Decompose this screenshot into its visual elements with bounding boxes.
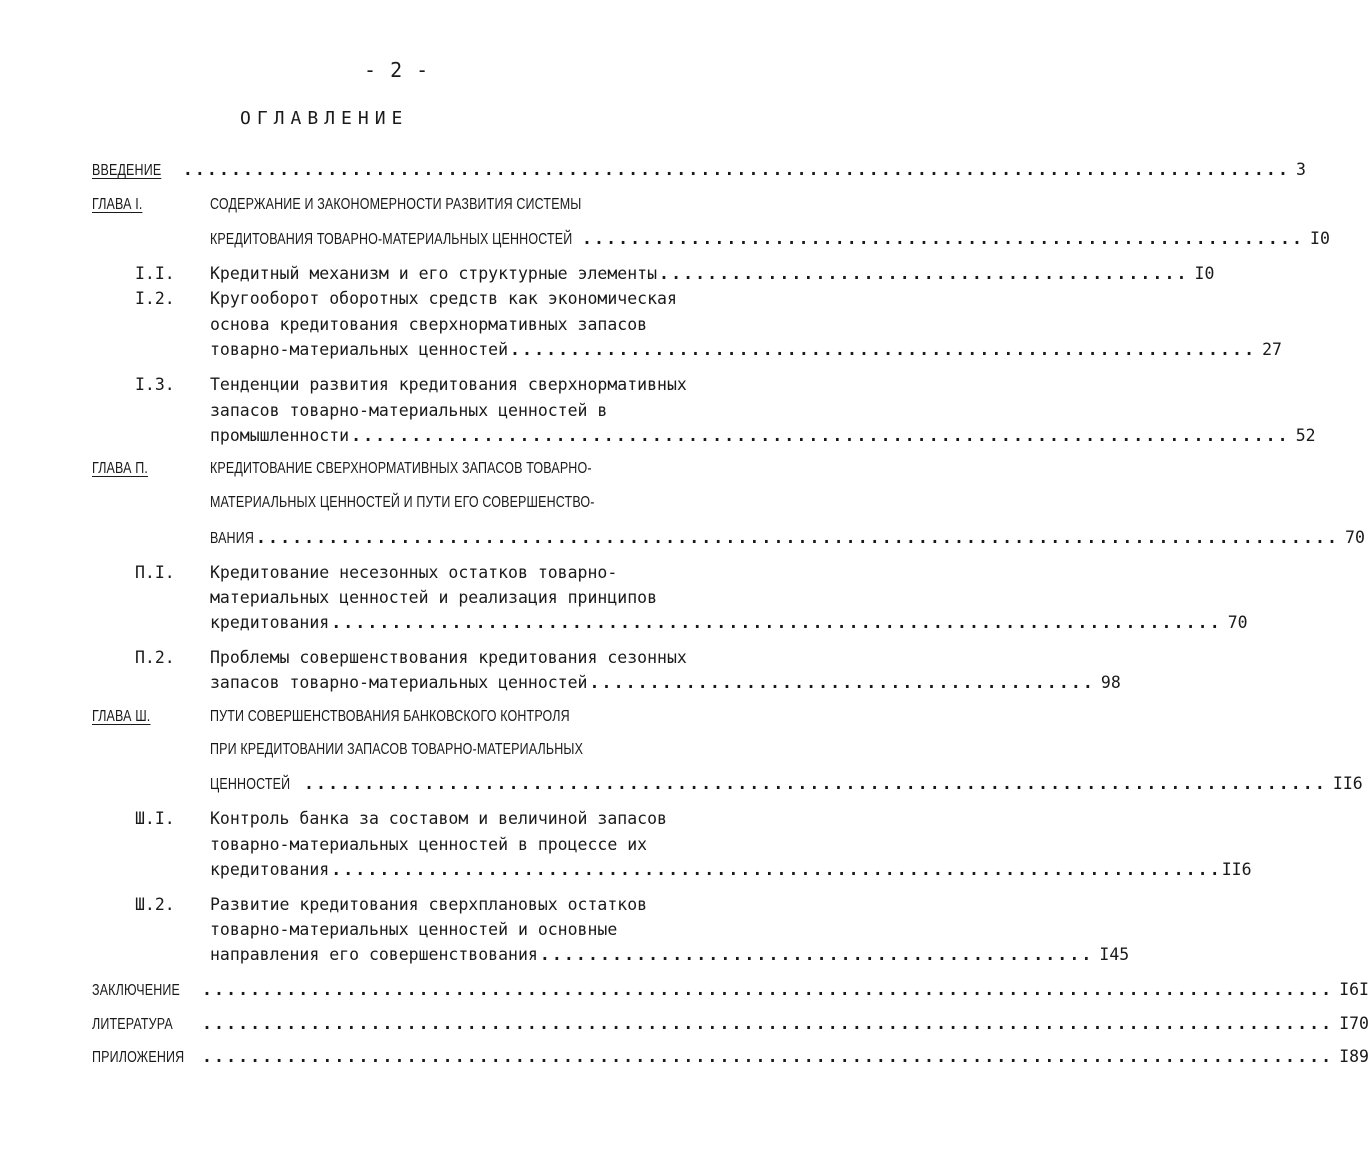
leader-dots: .............................................................................. [351, 426, 1290, 445]
section-1-2-line1: Кругооборот оборотных средств как экономическая [210, 289, 677, 308]
section-3-1-line2: товарно-материальных ценностей в процессе их [210, 835, 648, 854]
section-1-2-number: I.2. [135, 289, 175, 308]
section-3-2-line2: товарно-материальных ценностей и основные [210, 920, 618, 939]
toc-entry-section-2-2[interactable] [210, 673, 1121, 692]
literature-page: I70 [1339, 1014, 1369, 1033]
leader-dots: .............................................................. [510, 340, 1257, 359]
leader-dots: .............................................. [539, 945, 1094, 964]
toc-entry-chapter3[interactable] [210, 774, 1363, 794]
toc-entry-literature[interactable] [92, 1014, 1369, 1034]
section-3-1-line1: Контроль банка за составом и величиной запасов [210, 809, 667, 828]
section-1-2-line3: товарно-материальных ценностей [210, 340, 509, 359]
appendix-label: ПРИЛОЖЕНИЯ [92, 1049, 185, 1066]
section-2-2-page: 98 [1100, 673, 1121, 692]
chapter1-page: I0 [1310, 229, 1330, 248]
chapter3-label: ГЛАВА Ш. [92, 708, 151, 725]
section-3-2-page: I45 [1099, 945, 1130, 964]
literature-label: ЛИТЕРАТУРА [92, 1016, 173, 1033]
leader-dots: ............................................................................................ [182, 160, 1290, 179]
section-1-1-title: Кредитный механизм и его структурные элементы [210, 264, 658, 283]
toc-entry-intro[interactable] [92, 160, 1306, 180]
chapter2-title-line3: ВАНИЯ [210, 530, 255, 547]
section-2-1-page: 70 [1227, 613, 1248, 632]
leader-dots: .............................................................................................. [202, 980, 1334, 999]
section-2-1-line3: кредитования [210, 613, 330, 632]
chapter2-label: ГЛАВА П. [92, 460, 148, 477]
chapter3-title-line2: ПРИ КРЕДИТОВАНИИ ЗАПАСОВ ТОВАРНО-МАТЕРИАЛЬНЫХ [210, 741, 584, 758]
section-2-1-line2: материальных ценностей и реализация принципов [210, 588, 658, 607]
section-1-3-line1: Тенденции развития кредитования сверхнормативных [210, 375, 687, 394]
intro-label: ВВЕДЕНИЕ [92, 162, 162, 179]
leader-dots: ..................................................................................... [304, 774, 1327, 793]
toc-entry-section-1-2[interactable] [210, 340, 1282, 359]
toc-entry-conclusion[interactable] [92, 980, 1369, 1000]
section-1-2-page: 27 [1262, 340, 1282, 359]
section-1-3-page: 52 [1295, 426, 1316, 445]
section-1-1-page: I0 [1194, 264, 1215, 283]
intro-page: 3 [1295, 160, 1306, 179]
section-2-2-line1: Проблемы совершенствования кредитования сезонных [210, 648, 687, 667]
conclusion-page: I6I [1339, 980, 1369, 999]
chapter1-title-line2: КРЕДИТОВАНИЯ ТОВАРНО-МАТЕРИАЛЬНЫХ ЦЕННОСТЕЙ [210, 231, 573, 248]
leader-dots: .......................................................................... [331, 860, 1222, 879]
page-title: ОГЛАВЛЕНИЕ [240, 108, 409, 129]
toc-entry-section-3-1[interactable] [210, 860, 1252, 879]
chapter1-title-line1: СОДЕРЖАНИЕ И ЗАКОНОМЕРНОСТИ РАЗВИТИЯ СИСТЕМЫ [210, 196, 582, 213]
section-1-3-line3: промышленности [210, 426, 350, 445]
leader-dots: .......................................................................... [331, 613, 1222, 632]
leader-dots: .......................................................................................... [256, 528, 1340, 547]
section-2-2-line2: запасов товарно-материальных ценностей [210, 673, 588, 692]
leader-dots: ............................................................ [582, 229, 1305, 248]
section-1-2-line2: основа кредитования сверхнормативных запасов [210, 315, 648, 334]
chapter2-page: 70 [1345, 528, 1365, 547]
toc-entry-section-1-3[interactable] [210, 426, 1316, 445]
chapter2-title-line2: МАТЕРИАЛЬНЫХ ЦЕННОСТЕЙ И ПУТИ ЕГО СОВЕРШЕНСТВО- [210, 494, 595, 511]
section-1-3-line2: запасов товарно-материальных ценностей в [210, 401, 608, 420]
toc-entry-section-3-2[interactable] [210, 945, 1130, 964]
chapter3-title-line1: ПУТИ СОВЕРШЕНСТВОВАНИЯ БАНКОВСКОГО КОНТРОЛЯ [210, 708, 570, 725]
chapter2-title-line1: КРЕДИТОВАНИЕ СВЕРХНОРМАТИВНЫХ ЗАПАСОВ ТОВАРНО- [210, 460, 592, 477]
appendix-page: I89 [1339, 1047, 1369, 1066]
chapter1-label: ГЛАВА I. [92, 196, 143, 213]
section-3-2-number: Ш.2. [135, 895, 175, 914]
section-3-1-number: Ш.I. [135, 809, 175, 828]
toc-entry-chapter2[interactable] [210, 528, 1365, 548]
section-2-1-number: П.I. [135, 563, 175, 582]
toc-entry-section-2-1[interactable] [210, 613, 1248, 632]
section-3-1-page: II6 [1221, 860, 1252, 879]
toc-entry-chapter1[interactable] [210, 229, 1330, 249]
section-1-3-number: I.3. [135, 375, 175, 394]
leader-dots: ............................................ [659, 264, 1189, 283]
toc-entry-section-1-1[interactable] [210, 264, 1215, 283]
section-3-2-line3: направления его совершенствования [210, 945, 538, 964]
section-2-2-number: П.2. [135, 648, 175, 667]
leader-dots: .............................................................................................. [202, 1014, 1334, 1033]
chapter3-page: II6 [1332, 774, 1363, 793]
section-3-1-line3: кредитования [210, 860, 330, 879]
section-1-1-number: I.I. [135, 264, 175, 283]
section-3-2-line1: Развитие кредитования сверхплановых остатков [210, 895, 648, 914]
leader-dots: .......................................... [589, 673, 1095, 692]
section-2-1-line1: Кредитование несезонных остатков товарно- [210, 563, 618, 582]
page-number: - 2 - [364, 58, 430, 82]
leader-dots: .............................................................................................. [202, 1047, 1334, 1066]
chapter3-title-line3: ЦЕННОСТЕЙ [210, 776, 291, 793]
toc-entry-appendix[interactable] [92, 1047, 1369, 1067]
conclusion-label: ЗАКЛЮЧЕНИЕ [92, 982, 181, 999]
